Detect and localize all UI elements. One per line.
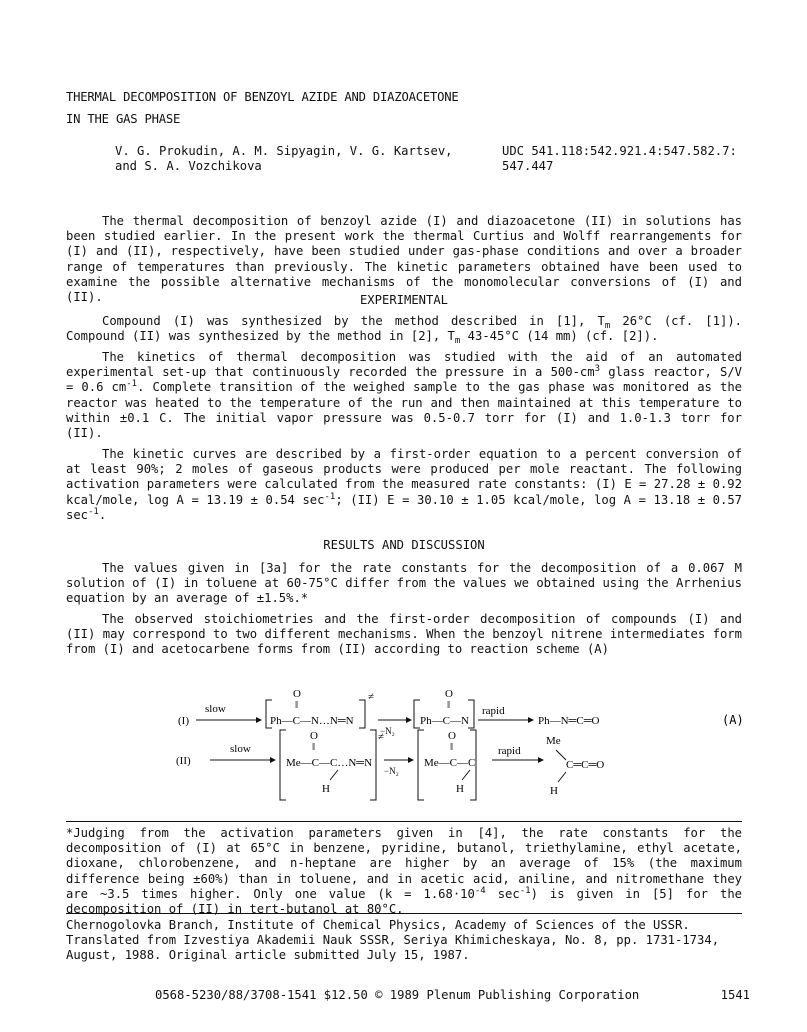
bracket-right-1 bbox=[359, 700, 365, 728]
scheme-label-A: (A) bbox=[722, 713, 744, 727]
bond-h-1 bbox=[330, 770, 338, 780]
results-paragraph-2: The observed stoichiometries and the first-order decomposition of compounds (I) and (II) may correspond to two different mechanisms. When the benzoyl nitrene intermediates form from (I) and acetocarbene forms from (II) according to reaction scheme (A) bbox=[66, 612, 742, 657]
product-2-methyl: Me bbox=[546, 735, 561, 747]
transition-state-2: Me—C—C…N═N bbox=[286, 757, 373, 769]
udc-line-2: 547.447 bbox=[502, 159, 554, 174]
results-heading: RESULTS AND DISCUSSION bbox=[323, 538, 485, 552]
copyright-line: 0568-5230/88/3708-1541 $12.50 © 1989 Plenum Publishing Corporation bbox=[155, 988, 640, 1002]
slow-label-1: slow bbox=[205, 703, 226, 715]
oxygen-3: O bbox=[310, 730, 318, 742]
rapid-label-2: rapid bbox=[498, 745, 521, 757]
intro-paragraph: The thermal decomposition of benzoyl azide (I) and diazoacetone (II) in solutions has been studied earlier. In the present work the thermal Curtius and Wolff rearrangements for (I) and (II), respectively, have been studied under gas-phase conditions and over a broader range of temperatures than previously. The kinetic parameters obtained have been used to examine the possible alternative mechanisms of the monomolecular conversions of (I) and (II). bbox=[66, 214, 742, 305]
reaction-scheme bbox=[170, 688, 750, 806]
bond-h-3 bbox=[558, 772, 566, 782]
arrow-head-2 bbox=[406, 717, 412, 723]
authors-line-2: and S. A. Vozchikova bbox=[115, 159, 262, 174]
oxygen-2: O bbox=[445, 688, 453, 700]
title-line-2: IN THE GAS PHASE bbox=[66, 112, 181, 127]
title-line-1: THERMAL DECOMPOSITION OF BENZOYL AZIDE AND DIAZOACETONE bbox=[66, 90, 459, 104]
results-paragraph-1: The values given in [3a] for the rate constants for the decomposition of a 0.067 M solution of (I) in toluene at 60-75°C differ from the values we obtained using the Arrhenius equation by an average of ±1.5%.* bbox=[66, 561, 742, 606]
double-bond-3: ‖ bbox=[312, 741, 316, 753]
affiliation-line-1: Chernogolovka Branch, Institute of Chemical Physics, Academy of Sciences of the USSR. bbox=[66, 918, 690, 932]
udc-line-1: UDC 541.118:542.921.4:547.582.7: bbox=[502, 144, 737, 158]
product-2: C═C═O bbox=[566, 759, 605, 771]
compound-label-I: (I) bbox=[178, 715, 189, 727]
rapid-label-1: rapid bbox=[482, 705, 505, 717]
double-bond-2: ‖ bbox=[447, 699, 451, 711]
affiliation-rule bbox=[66, 913, 742, 914]
arrow-head-3 bbox=[528, 717, 534, 723]
article-title bbox=[66, 90, 706, 134]
arrow-head-6 bbox=[538, 757, 544, 763]
hydrogen-2: H bbox=[456, 783, 464, 795]
experimental-heading: EXPERIMENTAL bbox=[359, 293, 449, 307]
ddagger-1: ≠ bbox=[368, 691, 375, 703]
bond-h-2 bbox=[462, 770, 470, 780]
hydrogen-3: H bbox=[550, 785, 558, 797]
authors-line-1: V. G. Prokudin, A. M. Sipyagin, V. G. Kartsev, bbox=[115, 144, 453, 158]
bond-me bbox=[556, 750, 566, 760]
transition-state-1: Ph—C—N…N═N bbox=[270, 715, 354, 727]
arrow-head-5 bbox=[408, 757, 414, 763]
intermediate-1: Ph—C—N bbox=[420, 715, 469, 727]
udc-code bbox=[502, 144, 762, 174]
product-1: Ph—N═C═O bbox=[538, 715, 600, 727]
arrow-head-1 bbox=[256, 717, 262, 723]
page-number: 1541 bbox=[720, 988, 750, 1002]
minus-n2-1: −N₂ bbox=[380, 726, 395, 736]
double-bond-4: ‖ bbox=[450, 741, 454, 753]
arrow-head-4 bbox=[270, 757, 276, 763]
footnote-rule bbox=[66, 821, 742, 822]
oxygen-1: O bbox=[293, 688, 301, 700]
experimental-paragraph-3: The kinetic curves are described by a first-order equation to a percent conversion of at least 90%; 2 moles of gaseous products were produced per mole reactant. The following activation parameters were calculated from the measured rate constants: (I) E = 27.28 ± 0.92 kcal/mole, log A = 13.19 ± 0.54 $\sec^{-1}$; (II) E = 30.10 ± 1.05 kcal/mole, log A = 13.18 ± 0.57 $\sec^{-1}$. bbox=[66, 447, 743, 522]
oxygen-4: O bbox=[448, 730, 456, 742]
experimental-paragraph-1: Compound (I) was synthesized by the method described in [1], $T_m$ 26°C (cf. [1]). Compound (II) was synthesized by the method in [2], $T_m$ 43-45°C (14 mm) (cf. [2]). bbox=[66, 314, 742, 347]
affiliation-line-3: August, 1988. Original article submitted July 15, 1987. bbox=[66, 948, 470, 963]
minus-n2-2: −N₂ bbox=[384, 766, 399, 776]
intermediate-2: Me—C—C bbox=[424, 757, 476, 769]
ddagger-2: ≠ bbox=[378, 731, 385, 743]
hydrogen-1: H bbox=[322, 783, 330, 795]
double-bond-1: ‖ bbox=[295, 699, 299, 711]
slow-label-2: slow bbox=[230, 743, 251, 755]
footnote: *Judging from the activation parameters given in [4], the rate constants for the decomposition of (I) at 65°C in benzene, pyridine, butanol, triethylamine, ethyl acetate, dioxane, chlorobenzene, and n-heptane are higher by an average of 15% (the maximum difference being ±60%) than in toluene, and in acetic acid, aniline, and nitromethane they are ~3.5 times higher. Only one value ($k = 1.68\cdot 10^{-4}$ $\sec^{-1}$) is given in [5] for the decomposition of (II) in tert-butanol at 80°C. bbox=[66, 826, 743, 917]
compound-label-II: (II) bbox=[176, 755, 191, 767]
author-list bbox=[115, 144, 475, 174]
affiliation-block bbox=[66, 918, 742, 964]
affiliation-line-2: Translated from Izvestiya Akademii Nauk SSSR, Seriya Khimicheskaya, No. 8, pp. 1731-1734, bbox=[66, 933, 720, 948]
experimental-paragraph-2: The kinetics of thermal decomposition was studied with the aid of an automated experimental set-up that continuously recorded the pressure in a $500-cm^3$ glass reactor, S/V = 0.6 $cm^{-1}$. Complete transition of the weighed sample to the gas phase was monitored as the reactor was heated to the temperature of the run and then maintained at this temperature to within ±0.1 C. The initial vapor pressure was 0.5-0.7 torr for (I) and 1.0-1.3 torr for (II). bbox=[66, 350, 742, 441]
